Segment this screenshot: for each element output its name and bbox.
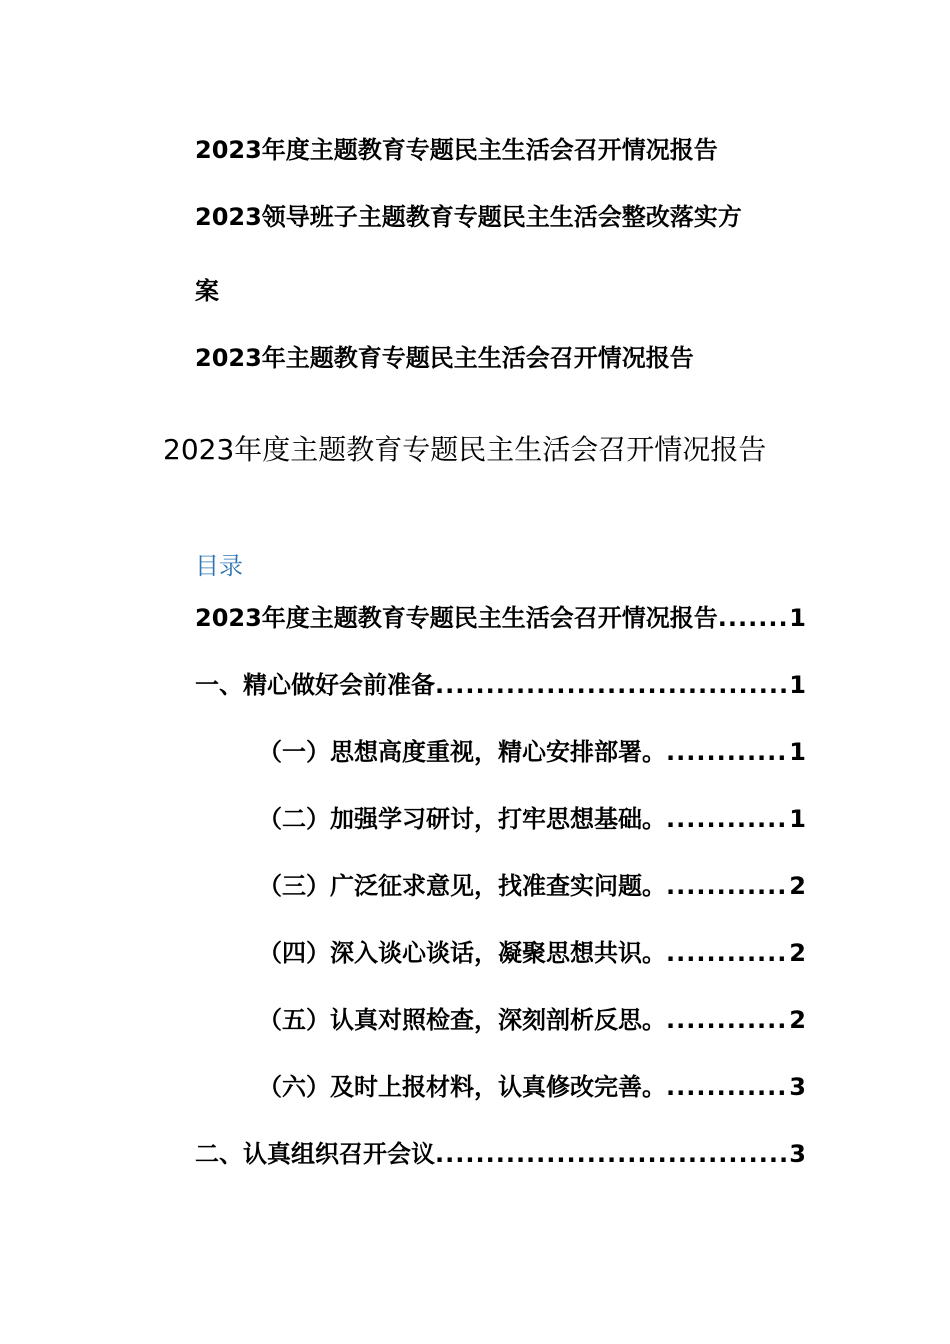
toc-dot-leader: [666, 1070, 787, 1104]
toc-dot-leader: [666, 936, 787, 970]
toc-entry-text: （二）加强学习研讨，打牢思想基础。: [258, 805, 666, 833]
toc-entry[interactable]: [195, 668, 806, 702]
document-title: 2023年度主题教育专题民主生活会召开情况报告: [163, 433, 767, 466]
toc-dot-leader: [435, 668, 787, 702]
toc-entry[interactable]: [258, 735, 806, 769]
toc-entry-text: （三）广泛征求意见，找准查实问题。: [258, 872, 666, 900]
toc-dot-leader: [666, 1003, 787, 1037]
toc-entry[interactable]: [258, 1070, 806, 1104]
toc-entry[interactable]: [258, 936, 806, 970]
toc-dot-leader: [666, 735, 787, 769]
toc-entry-text: （六）及时上报材料，认真修改完善。: [258, 1073, 666, 1101]
toc-page-number: 3: [789, 1140, 806, 1168]
intro-line-2: 2023领导班子主题教育专题民主生活会整改落实方: [195, 203, 742, 231]
toc-page-number: 1: [789, 604, 806, 632]
toc-dot-leader: [435, 1137, 787, 1171]
toc-dot-leader: [718, 601, 788, 635]
toc-entry-text: 二、认真组织召开会议: [195, 1140, 435, 1168]
toc-page-number: 3: [789, 1073, 806, 1101]
toc-page-number: 2: [789, 872, 806, 900]
toc-entry-text: （五）认真对照检查，深刻剖析反思。: [258, 1006, 666, 1034]
toc-page-number: 1: [789, 738, 806, 766]
intro-line-3: 案: [195, 277, 219, 305]
toc-entry[interactable]: [195, 1137, 806, 1171]
toc-entry[interactable]: [258, 1003, 806, 1037]
toc-page-number: 1: [789, 805, 806, 833]
toc-page-number: 2: [789, 939, 806, 967]
toc-entry-text: 2023年度主题教育专题民主生活会召开情况报告: [195, 604, 718, 632]
toc-entry[interactable]: [258, 869, 806, 903]
intro-line-1: 2023年度主题教育专题民主生活会召开情况报告: [195, 136, 718, 164]
toc-dot-leader: [666, 802, 787, 836]
toc-page-number: 1: [789, 671, 806, 699]
intro-line-4: 2023年主题教育专题民主生活会召开情况报告: [195, 344, 694, 372]
toc-heading: 目录: [195, 552, 243, 580]
toc-entry[interactable]: [195, 601, 806, 635]
toc-entry-text: （一）思想高度重视，精心安排部署。: [258, 738, 666, 766]
toc-page-number: 2: [789, 1006, 806, 1034]
toc-entry[interactable]: [258, 802, 806, 836]
toc-entry-text: （四）深入谈心谈话，凝聚思想共识。: [258, 939, 666, 967]
toc-dot-leader: [666, 869, 787, 903]
toc-entry-text: 一、精心做好会前准备: [195, 671, 435, 699]
